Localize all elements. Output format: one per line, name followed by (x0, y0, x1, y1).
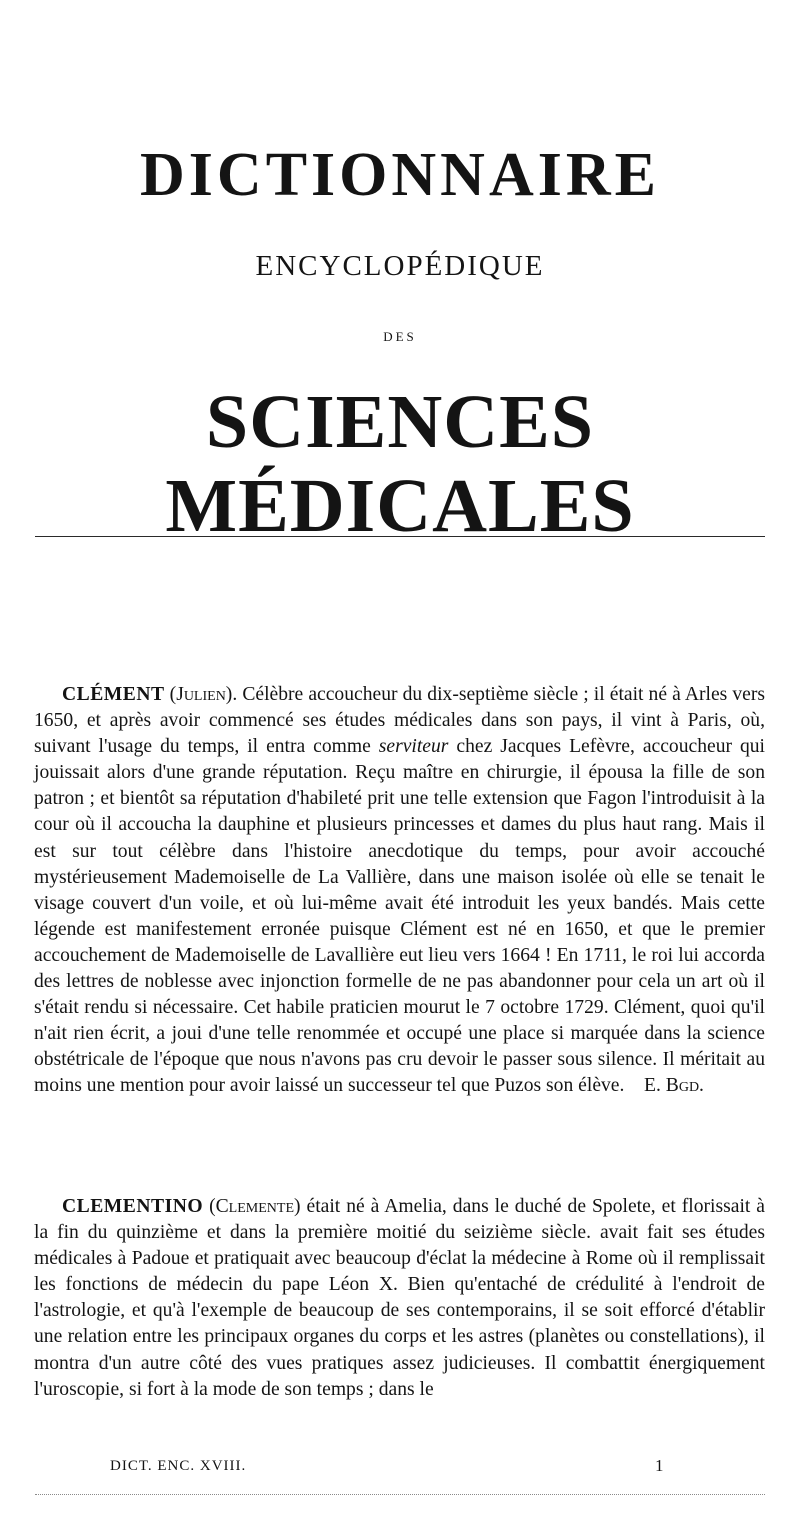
main-title: SCIENCES MÉDICALES (165, 380, 635, 548)
entry-forename: (Clemente) (209, 1196, 301, 1217)
entry-text: était né à Amelia, dans le duché de Spolete, et florissait à la fin du quinzième et dans la première moitié du seizième siècle. avait fait ses études médicales à Padoue et pratiquait avec beaucoup d'éclat la médecine à Rome où il remplissait les fonctions de médecin du pape Léon X. Bien qu'entaché de crédulité à l'endroit de l'astrologie, et qu'à l'exemple de beaucoup de ses contemporains, il se soit efforcé d'établir une relation entre les principaux organes du corps et les astres (planètes ou constellations), il montra d'un autre côté des vues pratiques assez judicieuses. Il combattit énergiquement l'uroscopie, si fort à la mode de son temps ; dans le (34, 1196, 766, 1400)
page-signature: DICT. ENC. XVIII. (110, 1458, 247, 1474)
entry-clementino (34, 1194, 765, 1403)
footer-rule (35, 1494, 765, 1495)
entry-paragraph (34, 682, 765, 1100)
title-connector: DES (383, 329, 417, 344)
entry-paragraph (34, 1194, 765, 1403)
dictionary-subtitle: ENCYCLOPÉDIQUE (255, 250, 545, 282)
entry-headword: CLÉMENT (62, 684, 165, 705)
dictionary-title: DICTIONNAIRE (140, 141, 660, 209)
entry-author: E. Bgd. (644, 1075, 704, 1097)
page-number: 1 (655, 1456, 664, 1475)
entry-clement (34, 682, 765, 1100)
title-rule (35, 536, 765, 537)
entry-headword: CLEMENTINO (62, 1196, 204, 1217)
entry-text: Célèbre accoucheur du dix-septième siècle ; il était né à Arles vers 1650, et après avoir commencé ses études médicales dans son pays, il vint à Paris, où, suivant l'usage du temps, il entra comme (34, 684, 766, 758)
entry-forename: (Julien). (169, 684, 238, 705)
entry-emphasis: serviteur (378, 736, 449, 758)
entry-text: chez Jacques Lefèvre, accoucheur qui jouissait alors d'une grande réputation. Reçu maître en chirurgie, il épousa la fille de son patron ; et bientôt sa réputation d'habileté prit une telle extension que Fagon l'introduisit à la cour où il accoucha la dauphine et plusieurs princesses et dames du plus haut rang. Mais il est sur tout célèbre dans l'histoire anecdotique du temps, pour avoir accouché mystérieusement Mademoiselle de La Vallière, dans une maison isolée où elle se tenait le visage couvert d'un voile, et où lui-même avait été introduit les yeux bandés. Mais cette légende est manifestement erronée puisque Clément est né en 1650, et que le premier accouchement de Mademoiselle de Lavallière eut lieu vers 1664 ! En 1711, le roi lui accorda des lettres de noblesse avec injonction formelle de ne pas abandonner pour cela un art où il s'était rendu si nécessaire. Cet habile praticien mourut le 7 octobre 1729. Clément, quoi qu'il n'ait rien écrit, a joui d'une telle renommée et occupé une place si marquée dans la science obstétricale de l'époque que nous n'avons pas cru devoir le passer sous silence. Il méritait au moins une mention pour avoir laissé un successeur tel que Puzos son élève. (34, 736, 765, 1097)
